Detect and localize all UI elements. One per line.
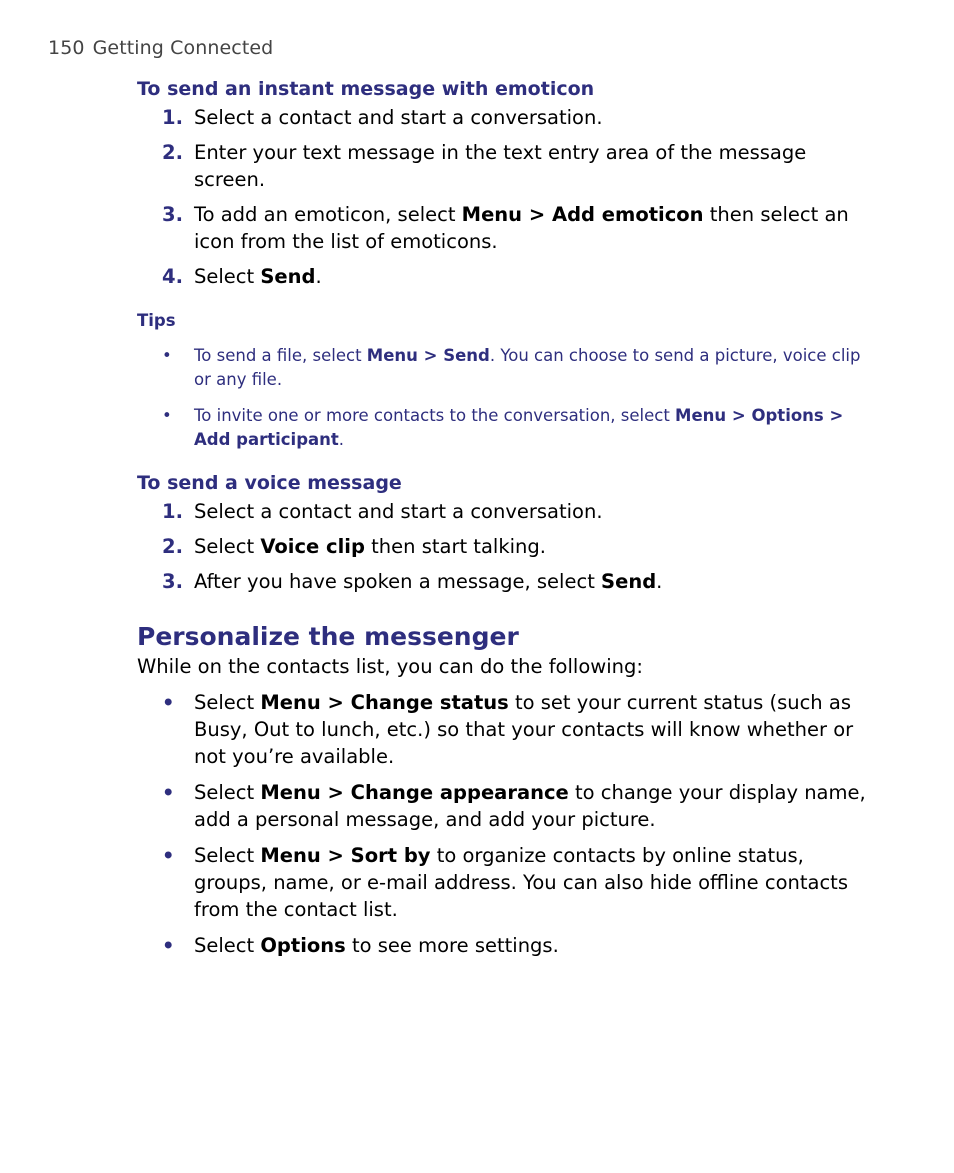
item-text-post: to see more settings. bbox=[345, 934, 559, 957]
tips-title: Tips bbox=[137, 311, 176, 330]
item-text-pre: Select bbox=[194, 781, 261, 804]
step-number: 2. bbox=[162, 141, 183, 164]
bullet-icon: • bbox=[162, 844, 175, 867]
item-text-pre: Select bbox=[194, 844, 261, 867]
step-text: Select a contact and start a conversation. bbox=[194, 500, 603, 523]
bullet-icon: • bbox=[162, 691, 175, 714]
step-text-post: . bbox=[315, 265, 322, 288]
tip-text-pre: To send a file, select bbox=[194, 346, 367, 365]
tip-item bbox=[137, 344, 877, 392]
item-text-pre: Select bbox=[194, 934, 261, 957]
list-item bbox=[137, 689, 877, 770]
step-number: 1. bbox=[162, 106, 183, 129]
running-head bbox=[48, 37, 273, 59]
menu-command: Send bbox=[260, 265, 316, 288]
list-item bbox=[137, 842, 877, 923]
item-text-post: to set your current status (such as Busy, Out to lunch, etc.) so that your contacts will know whether or not you’re available. bbox=[194, 691, 854, 768]
menu-command: Send bbox=[601, 570, 657, 593]
menu-command: Menu > Change status bbox=[260, 691, 509, 714]
step-text-pre: To add an emoticon, select bbox=[194, 203, 462, 226]
step-item bbox=[137, 201, 877, 255]
step-text-pre: Select bbox=[194, 265, 261, 288]
step-number: 3. bbox=[162, 203, 183, 226]
bullet-icon: • bbox=[162, 346, 172, 365]
step-number: 3. bbox=[162, 570, 183, 593]
step-item bbox=[137, 498, 877, 525]
step-text-post: then select an icon from the list of emoticons. bbox=[194, 203, 849, 253]
step-item bbox=[137, 533, 877, 560]
tip-text-post: . You can choose to send a picture, voice clip or any file. bbox=[194, 346, 861, 389]
menu-command: Menu > Change appearance bbox=[260, 781, 569, 804]
procedure-title-voice: To send a voice message bbox=[137, 472, 402, 494]
menu-command: Menu > Add emoticon bbox=[461, 203, 704, 226]
item-text-post: to change your display name, add a personal message, and add your picture. bbox=[194, 781, 866, 831]
item-text-post: to organize contacts by online status, groups, name, or e-mail address. You can also hide offline contacts from the contact list. bbox=[194, 844, 848, 921]
menu-command: Voice clip bbox=[260, 535, 365, 558]
step-text-pre: After you have spoken a message, select bbox=[194, 570, 602, 593]
list-item bbox=[137, 779, 877, 833]
tips-list bbox=[137, 344, 877, 452]
menu-command: Menu > Options > Add participant bbox=[194, 406, 844, 449]
tip-text-pre: To invite one or more contacts to the conversation, select bbox=[194, 406, 676, 425]
chapter-title: Getting Connected bbox=[92, 37, 274, 59]
emoticon-steps bbox=[137, 104, 877, 290]
page-content bbox=[137, 76, 877, 959]
bullet-icon: • bbox=[162, 781, 175, 804]
step-item bbox=[137, 104, 877, 131]
procedure-title-emoticon: To send an instant message with emoticon bbox=[137, 78, 595, 100]
personalize-list bbox=[137, 689, 877, 959]
step-text: Enter your text message in the text entry area of the message screen. bbox=[194, 141, 807, 191]
menu-command: Menu > Sort by bbox=[260, 844, 431, 867]
section-intro: While on the contacts list, you can do the following: bbox=[137, 655, 643, 678]
step-number: 1. bbox=[162, 500, 183, 523]
bullet-icon: • bbox=[162, 406, 172, 425]
tip-item bbox=[137, 404, 877, 452]
step-text: Select a contact and start a conversation. bbox=[194, 106, 603, 129]
step-text-post: then start talking. bbox=[364, 535, 546, 558]
menu-command: Menu > Send bbox=[366, 346, 490, 365]
step-number: 4. bbox=[162, 265, 183, 288]
menu-command: Options bbox=[260, 934, 346, 957]
tip-text-post: . bbox=[338, 430, 345, 449]
step-number: 2. bbox=[162, 535, 183, 558]
list-item bbox=[137, 932, 877, 959]
section-heading: Personalize the messenger bbox=[137, 622, 519, 651]
item-text-pre: Select bbox=[194, 691, 261, 714]
voice-steps bbox=[137, 498, 877, 595]
step-item bbox=[137, 139, 877, 193]
step-item bbox=[137, 263, 877, 290]
step-text-pre: Select bbox=[194, 535, 261, 558]
page-number: 150 bbox=[48, 37, 85, 59]
bullet-icon: • bbox=[162, 934, 175, 957]
step-item bbox=[137, 568, 877, 595]
step-text-post: . bbox=[656, 570, 663, 593]
